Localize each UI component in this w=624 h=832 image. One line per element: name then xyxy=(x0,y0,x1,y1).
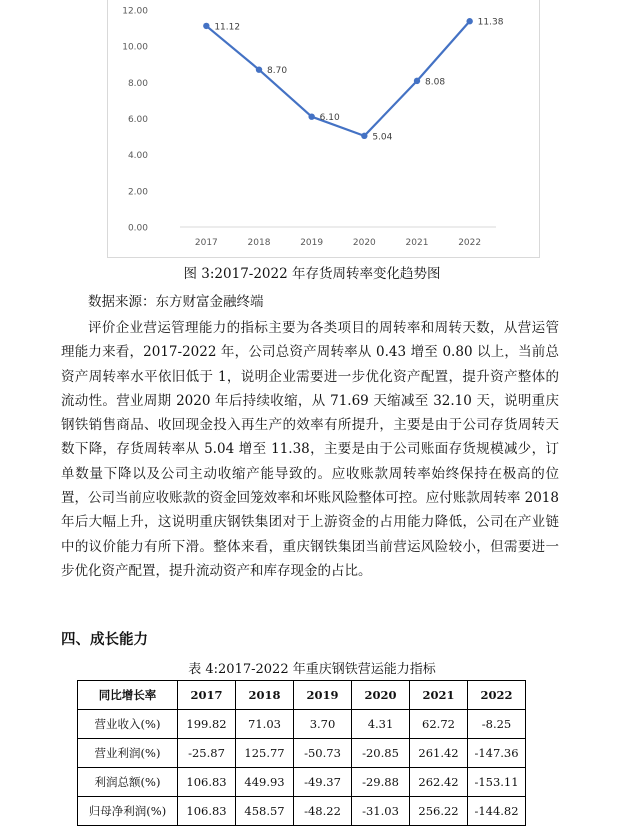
data-label: 8.08 xyxy=(425,77,446,88)
data-label: 5.04 xyxy=(372,132,393,143)
body-paragraph: 评价企业营运管理能力的指标主要为各类项目的周转率和周转天数，从营运管理能力来看，2017-2022 年，公司总资产周转率从 0.43 增至 0.80 以上，当前总资产周转率水平依旧低于 1，说明企业需要进一步优化资产配置，提升资产整体的流动性。营业周期 2020 年后持续收缩，从 71.69 天缩减至 32.10 天，说明重庆钢铁销售商品、收回现金投入再生产的效率有所提升，主要是由于公司存货周转天数下降，存货周转率从 5.04 增至 11.38，主要是由于公司账面存货规模减少，订单数量下降以及公司主动收缩产能导致的。应收账款周转率始终保持在极高的位置，公司当前应收账款的资金回笼效率和坏账风险整体可控。应付账款周转率 2018 年后大幅上升，这说明重庆钢铁集团对于上游资金的占用能力降低，公司在产业链中的议价能力有所下滑。整体来看，重庆钢铁集团当前营运风险较小，但需要进一步优化资产配置，提升流动资产和库存现金的占比。 xyxy=(61,320,559,579)
table-cell: 261.42 xyxy=(410,739,468,768)
x-tick-label: 2021 xyxy=(405,238,429,248)
table-cell: 256.22 xyxy=(410,797,468,826)
table-header-row xyxy=(78,681,526,710)
table-row xyxy=(78,710,526,739)
y-tick-label: 12.00 xyxy=(122,6,148,17)
table-header-cell: 2018 xyxy=(236,681,294,710)
table-cell: 449.93 xyxy=(236,768,294,797)
table-cell: -25.87 xyxy=(178,739,236,768)
data-point xyxy=(414,78,420,84)
table-cell: 262.42 xyxy=(410,768,468,797)
table-header-cell: 2019 xyxy=(294,681,352,710)
table-caption: 表 4:2017-2022 年重庆钢铁营运能力指标 xyxy=(188,662,436,677)
table-header-cell: 2020 xyxy=(352,681,410,710)
y-tick-label: 0.00 xyxy=(127,223,148,234)
data-label: 11.12 xyxy=(214,22,241,33)
table-cell: -29.88 xyxy=(352,768,410,797)
table-cell: 106.83 xyxy=(178,797,236,826)
table-cell: 4.31 xyxy=(352,710,410,739)
table-cell: -144.82 xyxy=(468,797,526,826)
y-tick-label: 10.00 xyxy=(122,42,148,53)
table-cell: -153.11 xyxy=(468,768,526,797)
table-row xyxy=(78,797,526,826)
table-cell: -48.22 xyxy=(294,797,352,826)
table-cell: 199.82 xyxy=(178,710,236,739)
table-cell: -147.36 xyxy=(468,739,526,768)
line-chart xyxy=(107,0,540,258)
data-label: 8.70 xyxy=(267,66,288,77)
growth-metrics-table xyxy=(77,680,526,826)
table-row xyxy=(78,739,526,768)
y-tick-label: 2.00 xyxy=(127,187,148,198)
y-tick-label: 4.00 xyxy=(127,151,148,162)
table-cell: 归母净利润(%) xyxy=(78,797,178,826)
data-point xyxy=(361,133,367,139)
x-tick-label: 2017 xyxy=(194,238,218,248)
table-cell: 71.03 xyxy=(236,710,294,739)
table-cell: 62.72 xyxy=(410,710,468,739)
data-label: 6.10 xyxy=(319,113,340,124)
data-source-line: 数据来源：东方财富金融终端 xyxy=(88,294,264,310)
table-cell: 营业收入(%) xyxy=(78,710,178,739)
data-point xyxy=(308,113,314,119)
table-cell: 利润总额(%) xyxy=(78,768,178,797)
data-point xyxy=(256,66,262,72)
section-heading: 四、成长能力 xyxy=(61,632,148,648)
table-cell: -50.73 xyxy=(294,739,352,768)
x-tick-label: 2018 xyxy=(247,238,271,248)
y-tick-label: 8.00 xyxy=(127,78,148,89)
data-label: 11.38 xyxy=(477,17,504,28)
table-cell: -8.25 xyxy=(468,710,526,739)
table-cell: 125.77 xyxy=(236,739,294,768)
line-chart-svg xyxy=(108,0,541,258)
table-cell: 106.83 xyxy=(178,768,236,797)
x-tick-label: 2019 xyxy=(300,238,324,248)
table-row xyxy=(78,768,526,797)
table-cell: -20.85 xyxy=(352,739,410,768)
table-header-cell: 2022 xyxy=(468,681,526,710)
table-cell: 458.57 xyxy=(236,797,294,826)
table-cell: -31.03 xyxy=(352,797,410,826)
table-cell: -49.37 xyxy=(294,768,352,797)
data-point xyxy=(466,18,472,24)
table-cell: 营业利润(%) xyxy=(78,739,178,768)
x-tick-label: 2020 xyxy=(352,238,376,248)
table-header-cell: 2021 xyxy=(410,681,468,710)
y-tick-label: 6.00 xyxy=(127,115,148,125)
data-point xyxy=(203,23,209,29)
table-header-cell: 2017 xyxy=(178,681,236,710)
table-header-cell: 同比增长率 xyxy=(78,681,178,710)
figure-caption: 图 3:2017-2022 年存货周转率变化趋势图 xyxy=(183,266,441,282)
x-tick-label: 2022 xyxy=(458,238,482,248)
table-cell: 3.70 xyxy=(294,710,352,739)
